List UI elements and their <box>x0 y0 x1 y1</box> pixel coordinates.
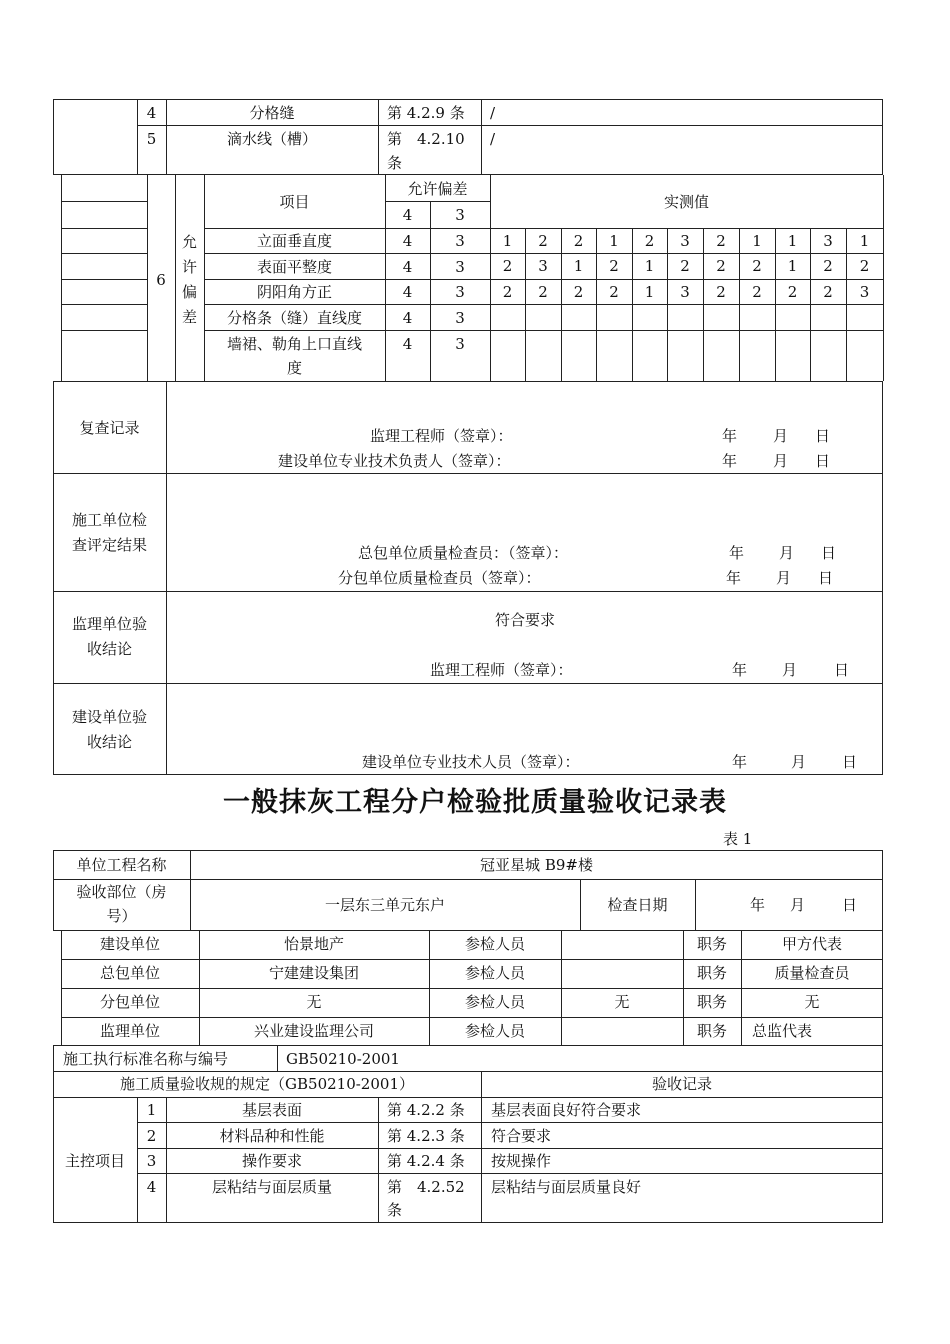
measured-value: 2 <box>538 232 548 250</box>
row-no: 6 <box>156 271 166 289</box>
measured-value: 2 <box>752 283 762 301</box>
date-year: 年 <box>729 544 745 562</box>
supervisor-sign: 监理工程师（签章）： <box>430 661 573 679</box>
owner-label: 建设单位验 <box>71 708 147 726</box>
review-label: 复查记录 <box>79 419 140 437</box>
date-day: 日 <box>818 569 834 587</box>
dev-b: 3 <box>455 309 465 327</box>
date-day: 日 <box>815 427 831 445</box>
measured-value: 2 <box>787 283 798 301</box>
dev-a: 4 <box>402 335 413 353</box>
supervision-label-cont: 收结论 <box>86 640 132 658</box>
unit-role: 建设单位 <box>99 935 160 953</box>
date-month: 月 <box>779 544 795 562</box>
date-year: 年 <box>726 569 742 587</box>
dev-item-cont: 度 <box>286 359 302 377</box>
owner-tech-sign: 建设单位专业技术负责人（签章）： <box>278 452 511 470</box>
record-header: 验收记录 <box>651 1075 712 1093</box>
date-day: 日 <box>815 452 831 470</box>
allow-sub: 4 <box>402 206 413 224</box>
measured-value: 2 <box>573 232 584 250</box>
project-value: 冠亚星城 B9#楼 <box>480 856 593 874</box>
project-label: 单位工程名称 <box>76 856 167 874</box>
record: 符合要求 <box>491 1127 552 1145</box>
measured-value: 3 <box>823 232 833 250</box>
part-label: 验收部位（房 <box>76 883 167 901</box>
supervision-label: 监理单位验 <box>71 615 147 633</box>
duty-label: 职务 <box>696 1022 727 1040</box>
measured-value: 2 <box>752 257 762 275</box>
date-month: 月 <box>782 661 798 679</box>
date-month: 月 <box>773 427 789 445</box>
measured-value: 1 <box>787 232 798 250</box>
unit-name: 怡景地产 <box>283 935 344 953</box>
record: 按规操作 <box>491 1152 552 1170</box>
item-name: 滴水线（槽） <box>226 130 317 148</box>
dev-a: 4 <box>402 309 413 327</box>
row-no: 4 <box>146 1178 157 1196</box>
duty: 甲方代表 <box>781 935 842 953</box>
clause: 第 4.2.2 条 <box>387 1101 465 1119</box>
date-day: 日 <box>842 896 858 914</box>
participant: 无 <box>614 993 630 1011</box>
allow-header: 允许偏差 <box>407 180 468 198</box>
date-day: 日 <box>842 753 858 771</box>
duty: 无 <box>804 993 820 1011</box>
main-item: 材料品种和性能 <box>219 1127 325 1145</box>
dev-b: 3 <box>455 258 465 276</box>
measured-value: 2 <box>609 257 619 275</box>
measured-value: 1 <box>644 283 655 301</box>
page-title: 一般抹灰工程分户检验批质量验收记录表 <box>223 787 727 818</box>
vertical-label: 允 <box>181 233 197 251</box>
dev-item: 墙裙、勒角上口直线 <box>226 335 362 353</box>
construction-label: 施工单位检 <box>71 511 147 529</box>
dev-b: 3 <box>455 335 465 353</box>
supervisor-sign: 监理工程师（签章）： <box>370 427 513 445</box>
part-label-cont: 号） <box>106 907 137 925</box>
clause-cont: 条 <box>387 1201 403 1219</box>
row-no: 2 <box>146 1127 157 1145</box>
check-date-label: 检查日期 <box>607 896 668 914</box>
allow-sub: 3 <box>455 206 465 224</box>
unit-name: 无 <box>306 993 322 1011</box>
participant-label: 参检人员 <box>464 964 525 982</box>
date-year: 年 <box>732 753 748 771</box>
row-no: 1 <box>146 1101 157 1119</box>
standard-value: GB50210-2001 <box>286 1050 400 1068</box>
clause: 第 4.2.3 条 <box>387 1127 465 1145</box>
participant-label: 参检人员 <box>464 993 525 1011</box>
dev-a: 4 <box>402 258 413 276</box>
clause: 第 4.2.4 条 <box>387 1152 465 1170</box>
main-control-label: 主控项目 <box>64 1152 125 1170</box>
measured-value: 2 <box>716 257 726 275</box>
dev-a: 4 <box>402 283 413 301</box>
measured-value: 3 <box>680 283 690 301</box>
dev-b: 3 <box>455 232 465 250</box>
dev-b: 3 <box>455 283 465 301</box>
unit-role: 分包单位 <box>99 993 160 1011</box>
measured-value: 1 <box>609 232 619 250</box>
measured-value: 1 <box>787 257 798 275</box>
sub-inspector-sign: 分包单位质量检查员（签章）： <box>338 569 541 587</box>
date-year: 年 <box>722 452 738 470</box>
measured-value: 2 <box>538 283 548 301</box>
main-item: 基层表面 <box>241 1101 302 1119</box>
construction-label-cont: 查评定结果 <box>71 536 147 554</box>
measured-value: 2 <box>716 283 726 301</box>
date-year: 年 <box>732 661 748 679</box>
measured-value: 2 <box>859 257 870 275</box>
measured-value: 1 <box>573 257 584 275</box>
participant-label: 参检人员 <box>464 1022 525 1040</box>
measured-value: 1 <box>752 232 762 250</box>
measured-value: 2 <box>573 283 584 301</box>
supervision-conclusion: 符合要求 <box>495 611 556 629</box>
unit-role: 总包单位 <box>99 964 160 982</box>
measured-header: 实测值 <box>663 193 709 211</box>
measured-value: 1 <box>859 232 870 250</box>
part-value: 一层东三单元东户 <box>324 896 445 914</box>
date-month: 月 <box>791 753 807 771</box>
vertical-label: 差 <box>181 308 197 326</box>
measured-value: 2 <box>609 283 619 301</box>
record: 层粘结与面层质量良好 <box>491 1178 642 1196</box>
duty-label: 职务 <box>696 935 727 953</box>
item-name: 分格缝 <box>249 104 295 122</box>
vertical-label: 偏 <box>181 283 197 301</box>
standard-label: 施工执行标准名称与编号 <box>63 1050 229 1068</box>
record: / <box>490 130 496 148</box>
measured-value: 2 <box>680 257 690 275</box>
measured-value: 2 <box>823 283 833 301</box>
clause: 第 4.2.10 <box>387 130 465 148</box>
owner-label-cont: 收结论 <box>86 733 132 751</box>
unit-name: 兴业建设监理公司 <box>253 1022 374 1040</box>
participant-label: 参检人员 <box>464 935 525 953</box>
record: / <box>490 104 496 122</box>
dev-a: 4 <box>402 232 413 250</box>
clause: 第 4.2.9 条 <box>387 104 465 122</box>
measured-value: 1 <box>644 257 655 275</box>
duty: 总监代表 <box>752 1022 813 1040</box>
duty-label: 职务 <box>696 964 727 982</box>
clause-cont: 条 <box>387 154 403 172</box>
dev-item: 表面平整度 <box>256 258 332 276</box>
owner-tech-sign: 建设单位专业技术人员（签章）： <box>362 753 580 771</box>
dev-item: 立面垂直度 <box>256 232 332 250</box>
item-header: 项目 <box>279 193 310 211</box>
main-item: 操作要求 <box>241 1152 302 1170</box>
measured-value: 3 <box>680 232 690 250</box>
general-inspector-sign: 总包单位质量检查员：（签章）： <box>358 544 569 562</box>
date-month: 月 <box>790 896 806 914</box>
table-number: 表 1 <box>723 830 753 848</box>
vertical-label: 许 <box>181 258 197 276</box>
date-month: 月 <box>773 452 789 470</box>
clause: 第 4.2.52 <box>387 1178 465 1196</box>
measured-value: 2 <box>823 257 833 275</box>
unit-name: 宁建建设集团 <box>268 964 359 982</box>
dev-item: 阴阳角方正 <box>256 283 332 301</box>
date-year: 年 <box>722 427 738 445</box>
unit-role: 监理单位 <box>99 1022 160 1040</box>
dev-item: 分格条（缝）直线度 <box>226 309 362 327</box>
measured-value: 2 <box>502 283 513 301</box>
date-year: 年 <box>750 896 766 914</box>
duty: 质量检查员 <box>774 964 850 982</box>
measured-value: 2 <box>644 232 655 250</box>
date-month: 月 <box>776 569 792 587</box>
measured-value: 2 <box>502 257 513 275</box>
spec-header: 施工质量验收规的规定（GB50210-2001） <box>120 1075 414 1093</box>
date-day: 日 <box>821 544 837 562</box>
row-no: 5 <box>146 130 157 148</box>
duty-label: 职务 <box>696 993 727 1011</box>
date-day: 日 <box>834 661 850 679</box>
measured-value: 3 <box>538 257 548 275</box>
row-no: 3 <box>146 1152 157 1170</box>
record: 基层表面良好符合要求 <box>491 1101 642 1119</box>
measured-value: 3 <box>859 283 870 301</box>
measured-value: 2 <box>716 232 726 250</box>
measured-value: 1 <box>502 232 513 250</box>
row-no: 4 <box>146 104 157 122</box>
main-item: 层粘结与面层质量 <box>211 1178 332 1196</box>
